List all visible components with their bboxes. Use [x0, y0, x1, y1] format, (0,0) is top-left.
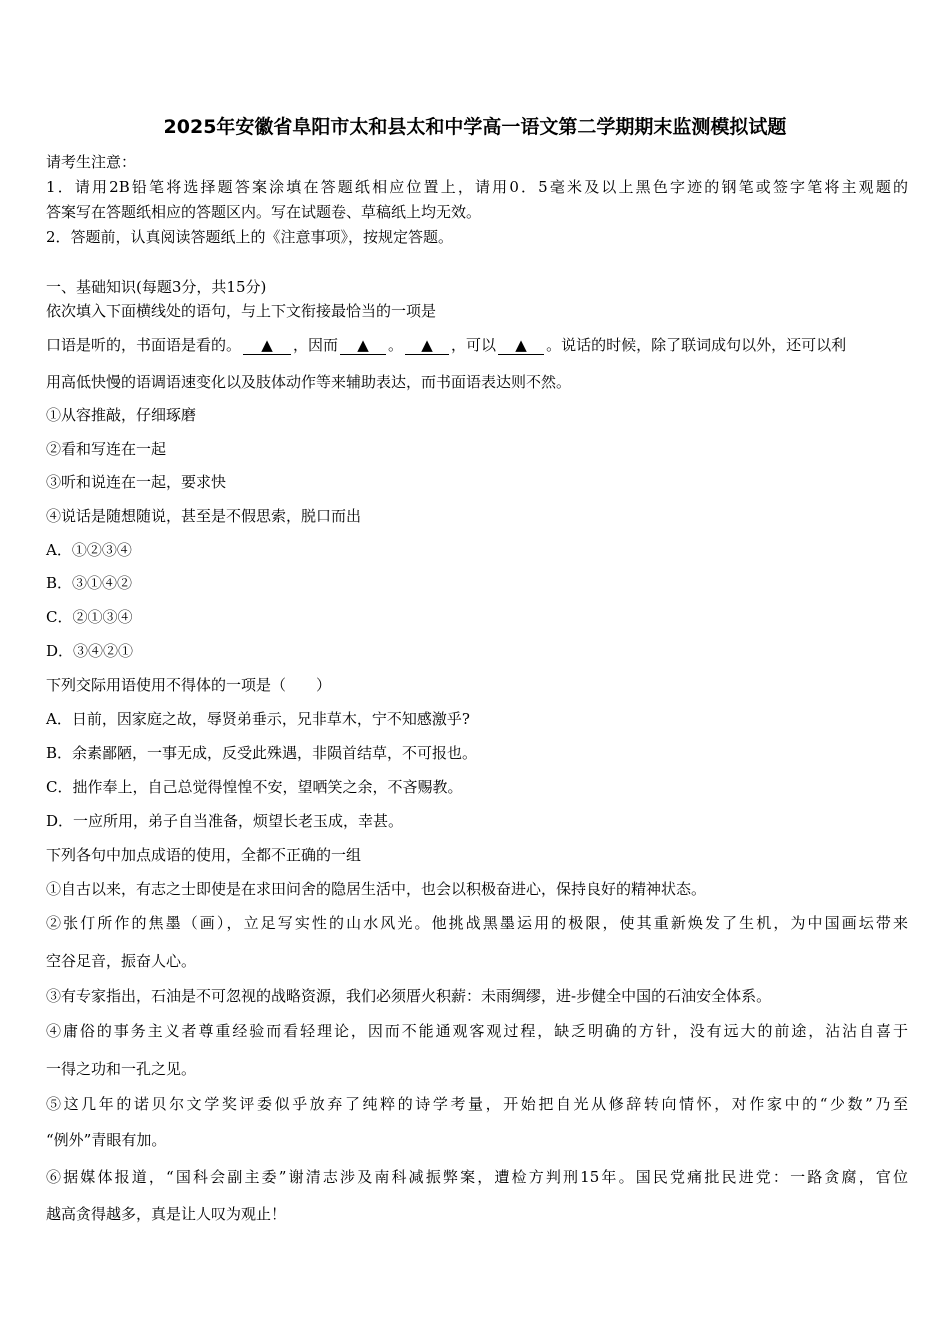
notice-item-2: 2．答题前，认真阅读答题纸上的《注意事项》，按规定答题。 [46, 228, 454, 246]
q1-passage-line-2: 用高低快慢的语调语速变化以及肢体动作等来辅助表达，而书面语表达则不然。 [46, 373, 572, 391]
q3-sentence-6-line-2: 越高贪得越多，真是让人叹为观止！ [46, 1205, 287, 1223]
q1-item-1: ①从容推敲，仔细琢磨 [46, 406, 197, 424]
q2-option-b: B．余素鄙陋，一事无成，反受此殊遇，非陨首结草，不可报也。 [46, 744, 478, 762]
q1-option-b: B．③①④② [46, 574, 133, 592]
q3-stem: 下列各句中加点成语的使用，全都不正确的一组 [46, 846, 362, 864]
q3-sentence-1: ①自古以来，有志之士即使是在求田问舍的隐居生活中，也会以积极奋进心，保持良好的精神状态。 [46, 880, 707, 898]
q3-sentence-5-line-1: ⑤这几年的诺贝尔文学奖评委似乎放弃了纯粹的诗学考量，开始把自光从修辞转向情怀，对作家中的“少数”乃至 [46, 1095, 908, 1113]
fill-blank-3: ▲ [405, 336, 449, 355]
q3-sentence-4-line-1: ④庸俗的事务主义者尊重经验而看轻理论，因而不能通观客观过程，缺乏明确的方针，没有远大的前途，沾沾自喜于 [46, 1022, 908, 1040]
q3-sentence-3: ③有专家指出，石油是不可忽视的战略资源，我们必须厝火积薪：未雨绸缪，进-步健全中国的石油安全体系。 [46, 987, 772, 1005]
fill-blank-2: ▲ [340, 336, 386, 355]
q1-text-d: ，可以 [451, 336, 497, 354]
q1-option-c: C．②①③④ [46, 608, 133, 626]
page-title: 2025年安徽省阜阳市太和县太和中学高一语文第二学期期末监测模拟试题 [163, 116, 787, 138]
q1-item-4: ④说话是随想随说，甚至是不假思索，脱口而出 [46, 507, 362, 525]
fill-blank-4: ▲ [498, 336, 544, 355]
q1-text-a: 口语是听的，书面语是看的。 [46, 336, 242, 354]
q2-option-a: A．日前，因家庭之故，辱贤弟垂示，兄非草木，宁不知感激乎? [46, 710, 470, 728]
q3-sentence-2-line-2: 空谷足音，振奋人心。 [46, 952, 197, 970]
notice-heading: 请考生注意： [46, 153, 137, 171]
q1-stem: 依次填入下面横线处的语句，与上下文衔接最恰当的一项是 [46, 302, 437, 320]
q1-option-d: D．③④②① [46, 642, 134, 660]
fill-blank-1: ▲ [243, 336, 291, 355]
q3-sentence-2-line-1: ②张仃所作的焦墨（画），立足写实性的山水风光。他挑战黑墨运用的极限，使其重新焕发了生机，为中国画坛带来 [46, 914, 908, 932]
q3-sentence-6-line-1: ⑥据媒体报道，“国科会副主委”谢清志涉及南科减振弊案，遭检方判刑15年。国民党痛批民进党：一路贪腐，官位 [46, 1168, 908, 1186]
q2-stem: 下列交际用语使用不得体的一项是（ ） [46, 676, 332, 694]
notice-item-1-line-2: 答案写在答题纸相应的答题区内。写在试题卷、草稿纸上均无效。 [46, 203, 482, 221]
q1-passage-line-1 [46, 335, 908, 355]
q1-item-2: ②看和写连在一起 [46, 440, 167, 458]
q1-item-3: ③听和说连在一起，要求快 [46, 473, 227, 491]
section-heading: 一、基础知识(每题3分，共15分) [46, 278, 267, 296]
q1-option-a: A．①②③④ [46, 541, 132, 559]
q3-sentence-4-line-2: 一得之功和一孔之见。 [46, 1060, 197, 1078]
q1-text-c: 。 [388, 336, 404, 354]
q1-text-b: ，因而 [293, 336, 339, 354]
q2-option-c: C．拙作奉上，自己总觉得惶惶不安，望哂笑之余，不吝赐教。 [46, 778, 463, 796]
q2-option-d: D．一应所用，弟子自当准备，烦望长老玉成，幸甚。 [46, 812, 404, 830]
q3-sentence-5-line-2: “例外”青眼有加。 [46, 1131, 167, 1149]
q1-text-e: 。说话的时候，除了联词成句以外，还可以利 [546, 336, 847, 354]
notice-item-1-line-1: 1．请用2B铅笔将选择题答案涂填在答题纸相应位置上，请用0．5毫米及以上黑色字迹的钢笔或签字笔将主观题的 [46, 178, 908, 196]
